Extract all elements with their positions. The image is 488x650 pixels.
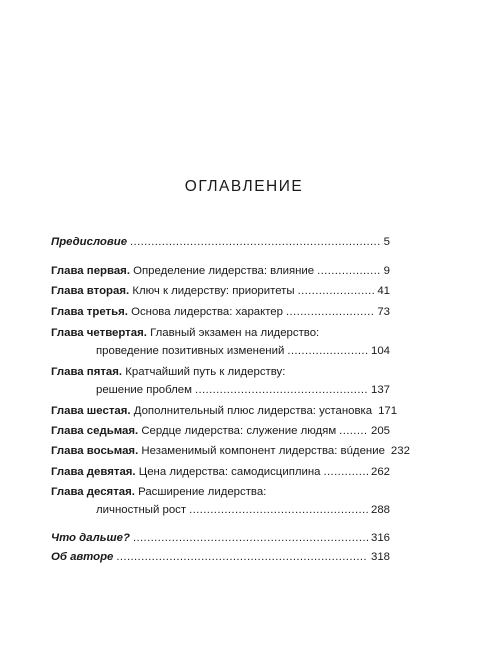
leader-dots: [339, 424, 368, 439]
toc-entry-what-next[interactable]: [51, 531, 390, 546]
entry-label: Глава девятая.: [51, 466, 136, 478]
entry-title: Кратчайший путь к лидерству:: [125, 366, 286, 378]
entry-label: Глава шестая.: [51, 405, 131, 417]
entry-title-continued: решение проблем: [96, 384, 192, 396]
entry-title: Цена лидерства: самодисциплина: [138, 466, 321, 478]
entry-label: Глава седьмая.: [51, 425, 139, 437]
entry-title: Расширение лидерства:: [138, 486, 267, 498]
entry-label: Предисловие: [51, 236, 128, 248]
toc-entry-chapter-10-continued[interactable]: [51, 503, 390, 518]
leader-dots: [298, 284, 375, 299]
entry-label: Глава четвертая.: [51, 327, 147, 339]
entry-title: Определение лидерства: влияние: [133, 265, 315, 277]
entry-label: Что дальше?: [51, 532, 130, 544]
leader-dots: [324, 465, 368, 480]
toc-entry-about-author[interactable]: [51, 550, 390, 565]
leader-dots: [195, 383, 368, 398]
toc-entry-chapter-6[interactable]: [51, 404, 398, 419]
page-number: 318: [370, 551, 390, 563]
entry-title: Дополнительный плюс лидерства: установка: [133, 405, 373, 417]
page-number: 316: [370, 532, 390, 544]
page-number: 288: [370, 504, 390, 516]
entry-label: Глава восьмая.: [51, 445, 139, 457]
entry-title: Главный экзамен на лидерство:: [150, 327, 320, 339]
toc-entry-chapter-1[interactable]: [51, 264, 390, 279]
entry-title-continued: проведение позитивных изменений: [96, 345, 285, 357]
entry-title: Основа лидерства: характер: [131, 306, 283, 318]
toc-entry-chapter-9[interactable]: [51, 465, 390, 480]
page-number: 73: [377, 306, 390, 318]
toc-heading: ОГЛАВЛЕНИЕ: [184, 178, 304, 195]
page-number: 104: [370, 345, 390, 357]
entry-label: Глава третья.: [51, 306, 128, 318]
page-number: 5: [383, 236, 390, 248]
entry-label: Глава вторая.: [51, 285, 130, 297]
entry-label: Об авторе: [51, 551, 114, 563]
page-number: 41: [377, 285, 390, 297]
entry-label: Глава первая.: [51, 265, 130, 277]
leader-dots: [317, 264, 381, 279]
leader-dots: [189, 503, 368, 518]
leader-dots: [133, 531, 368, 546]
toc-entry-chapter-5[interactable]: [51, 365, 390, 380]
entry-title: Ключ к лидерству: приоритеты: [132, 285, 295, 297]
entry-title: Незаменимый компонент лидерства: вúдение: [141, 445, 385, 457]
toc-entry-preface[interactable]: [51, 235, 390, 250]
toc-entry-chapter-2[interactable]: [51, 284, 390, 299]
toc-entry-chapter-4[interactable]: [51, 326, 390, 341]
page-number: 232: [390, 445, 410, 457]
leader-dots: [286, 305, 374, 320]
toc-entry-chapter-3[interactable]: [51, 305, 390, 320]
leader-dots: [116, 550, 368, 565]
entry-label: Глава пятая.: [51, 366, 123, 378]
entry-title-continued: личностный рост: [96, 504, 187, 516]
leader-dots: [287, 344, 368, 359]
leader-dots: [130, 235, 381, 250]
toc-entry-chapter-4-continued[interactable]: [51, 344, 390, 359]
toc-entry-chapter-5-continued[interactable]: [51, 383, 390, 398]
page-number: 9: [383, 265, 390, 277]
page-number: 262: [370, 466, 390, 478]
page-number: 171: [378, 405, 398, 417]
page-number: 137: [370, 384, 390, 396]
entry-label: Глава десятая.: [51, 486, 135, 498]
toc-entry-chapter-10[interactable]: [51, 485, 390, 500]
page-number: 205: [370, 425, 390, 437]
toc-entry-chapter-8[interactable]: [51, 444, 410, 459]
toc-entry-chapter-7[interactable]: [51, 424, 390, 439]
entry-title: Сердце лидерства: служение людям: [141, 425, 337, 437]
